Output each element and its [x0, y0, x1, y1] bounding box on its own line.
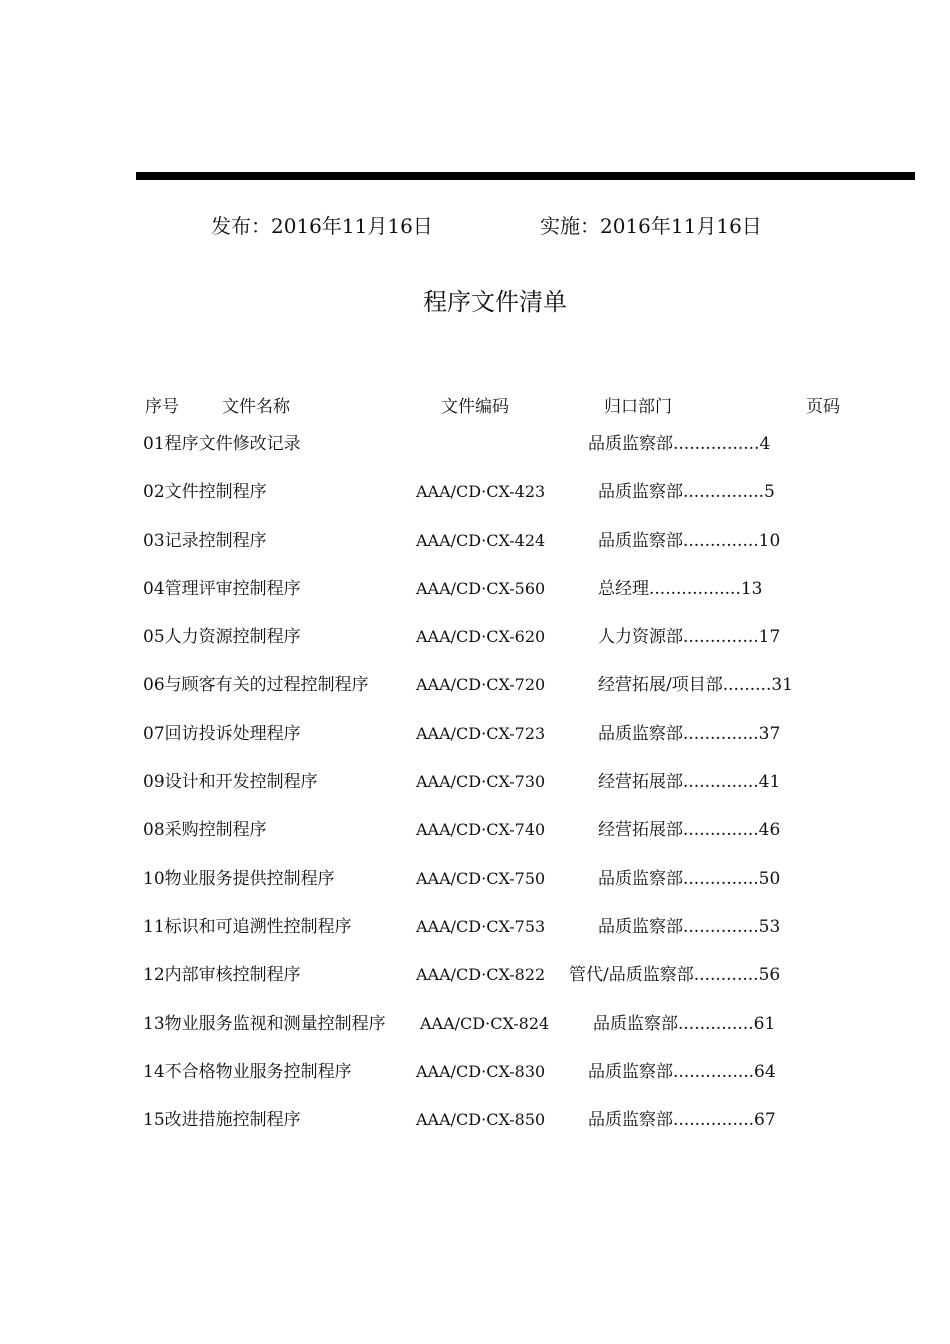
document-department	[588, 1058, 776, 1086]
list-item	[0, 1010, 950, 1058]
document-name: 04管理评审控制程序	[143, 578, 301, 599]
document-name: 03记录控制程序	[143, 530, 267, 551]
header-seq: 序号	[145, 397, 179, 417]
document-code: AAA/CD·CX-830	[416, 1061, 546, 1081]
header-page: 页码	[806, 397, 840, 417]
page-leader: ..............53	[683, 916, 781, 937]
page-leader: ..............46	[683, 820, 781, 841]
document-department	[569, 961, 780, 989]
document-department	[598, 816, 780, 844]
document-name: 12内部审核控制程序	[143, 965, 301, 986]
document-name: 05人力资源控制程序	[143, 627, 301, 648]
department-label: 管代/品质监察部	[569, 965, 694, 986]
department-label: 经营拓展部	[598, 772, 683, 793]
document-name: 13物业服务监视和测量控制程序	[143, 1013, 386, 1034]
page-leader: ..............50	[683, 868, 781, 889]
department-label: 品质监察部	[598, 723, 683, 744]
list-item	[0, 430, 950, 478]
document-department	[598, 575, 763, 603]
list-item	[0, 671, 950, 719]
document-department	[588, 1106, 776, 1134]
document-code: AAA/CD·CX-424	[416, 530, 546, 550]
department-label: 经营拓展部	[598, 820, 683, 841]
department-label: 品质监察部	[598, 482, 683, 503]
document-code: AAA/CD·CX-822	[416, 965, 546, 985]
document-code: AAA/CD·CX-423	[416, 482, 546, 502]
document-name: 02文件控制程序	[143, 482, 267, 503]
document-code: AAA/CD·CX-720	[416, 675, 546, 695]
document-department	[598, 671, 793, 699]
department-label: 品质监察部	[588, 434, 673, 454]
document-code: AAA/CD·CX-824	[420, 1013, 550, 1033]
document-code: AAA/CD·CX-730	[416, 772, 546, 792]
document-code: AAA/CD·CX-723	[416, 723, 546, 743]
column-headers	[0, 394, 950, 420]
list-item	[0, 575, 950, 623]
document-name: 09设计和开发控制程序	[143, 772, 318, 793]
department-label: 人力资源部	[598, 627, 683, 648]
page-leader: ...............67	[673, 1110, 776, 1131]
page-leader: .........31	[722, 675, 794, 696]
document-department	[593, 1010, 775, 1038]
document-list	[0, 430, 950, 1154]
date-line	[0, 210, 950, 242]
department-label: 品质监察部	[588, 1110, 673, 1131]
list-item	[0, 961, 950, 1009]
list-item	[0, 816, 950, 864]
document-department	[598, 527, 780, 555]
document-department	[598, 720, 780, 748]
document-name: 07回访投诉处理程序	[143, 723, 301, 744]
document-department	[598, 478, 775, 506]
header-rule	[136, 172, 915, 180]
document-department	[598, 768, 780, 796]
list-item	[0, 865, 950, 913]
document-department	[598, 913, 780, 941]
document-name: 08采购控制程序	[143, 820, 267, 841]
publish-date: 发布：2016年11月16日	[211, 214, 433, 238]
header-name: 文件名称	[222, 397, 290, 417]
page-leader: ..............61	[678, 1013, 776, 1034]
document-code: AAA/CD·CX-753	[416, 916, 546, 936]
page-leader: ..............41	[683, 772, 781, 793]
document-code: AAA/CD·CX-560	[416, 578, 546, 598]
list-item	[0, 1058, 950, 1106]
header-code: 文件编码	[441, 397, 509, 417]
document-department	[598, 865, 780, 893]
department-label: 品质监察部	[598, 868, 683, 889]
page-leader: ................4	[673, 434, 771, 454]
list-item	[0, 1106, 950, 1154]
document-name: 11标识和可追溯性控制程序	[143, 916, 352, 937]
document-code: AAA/CD·CX-850	[416, 1110, 546, 1130]
document-name: 06与顾客有关的过程控制程序	[143, 675, 369, 696]
implement-date: 实施：2016年11月16日	[540, 214, 762, 238]
department-label: 总经理	[598, 578, 649, 599]
page-leader: ...............5	[683, 482, 775, 503]
list-item	[0, 913, 950, 961]
department-label: 品质监察部	[598, 530, 683, 551]
list-item	[0, 720, 950, 768]
list-item	[0, 527, 950, 575]
department-label: 品质监察部	[593, 1013, 678, 1034]
document-name: 01程序文件修改记录	[143, 434, 301, 454]
list-item	[0, 768, 950, 816]
page-leader: ..............17	[683, 627, 781, 648]
department-label: 经营拓展/项目部	[598, 675, 723, 696]
page-leader: .................13	[649, 578, 763, 599]
document-department	[598, 623, 780, 651]
list-item	[0, 478, 950, 526]
page-leader: ..............37	[683, 723, 781, 744]
document-code: AAA/CD·CX-750	[416, 868, 546, 888]
list-item	[0, 623, 950, 671]
page-leader: ..............10	[683, 530, 781, 551]
page-title: 程序文件清单	[423, 288, 567, 316]
page-leader: ...............64	[673, 1061, 776, 1082]
document-name: 14不合格物业服务控制程序	[143, 1061, 352, 1082]
document-name: 15改进措施控制程序	[143, 1110, 301, 1131]
document-department	[588, 430, 770, 458]
department-label: 品质监察部	[598, 916, 683, 937]
header-dept: 归口部门	[604, 397, 672, 417]
department-label: 品质监察部	[588, 1061, 673, 1082]
page-leader: ............56	[693, 965, 781, 986]
document-code: AAA/CD·CX-740	[416, 820, 546, 840]
document-code: AAA/CD·CX-620	[416, 627, 546, 647]
document-name: 10物业服务提供控制程序	[143, 868, 335, 889]
